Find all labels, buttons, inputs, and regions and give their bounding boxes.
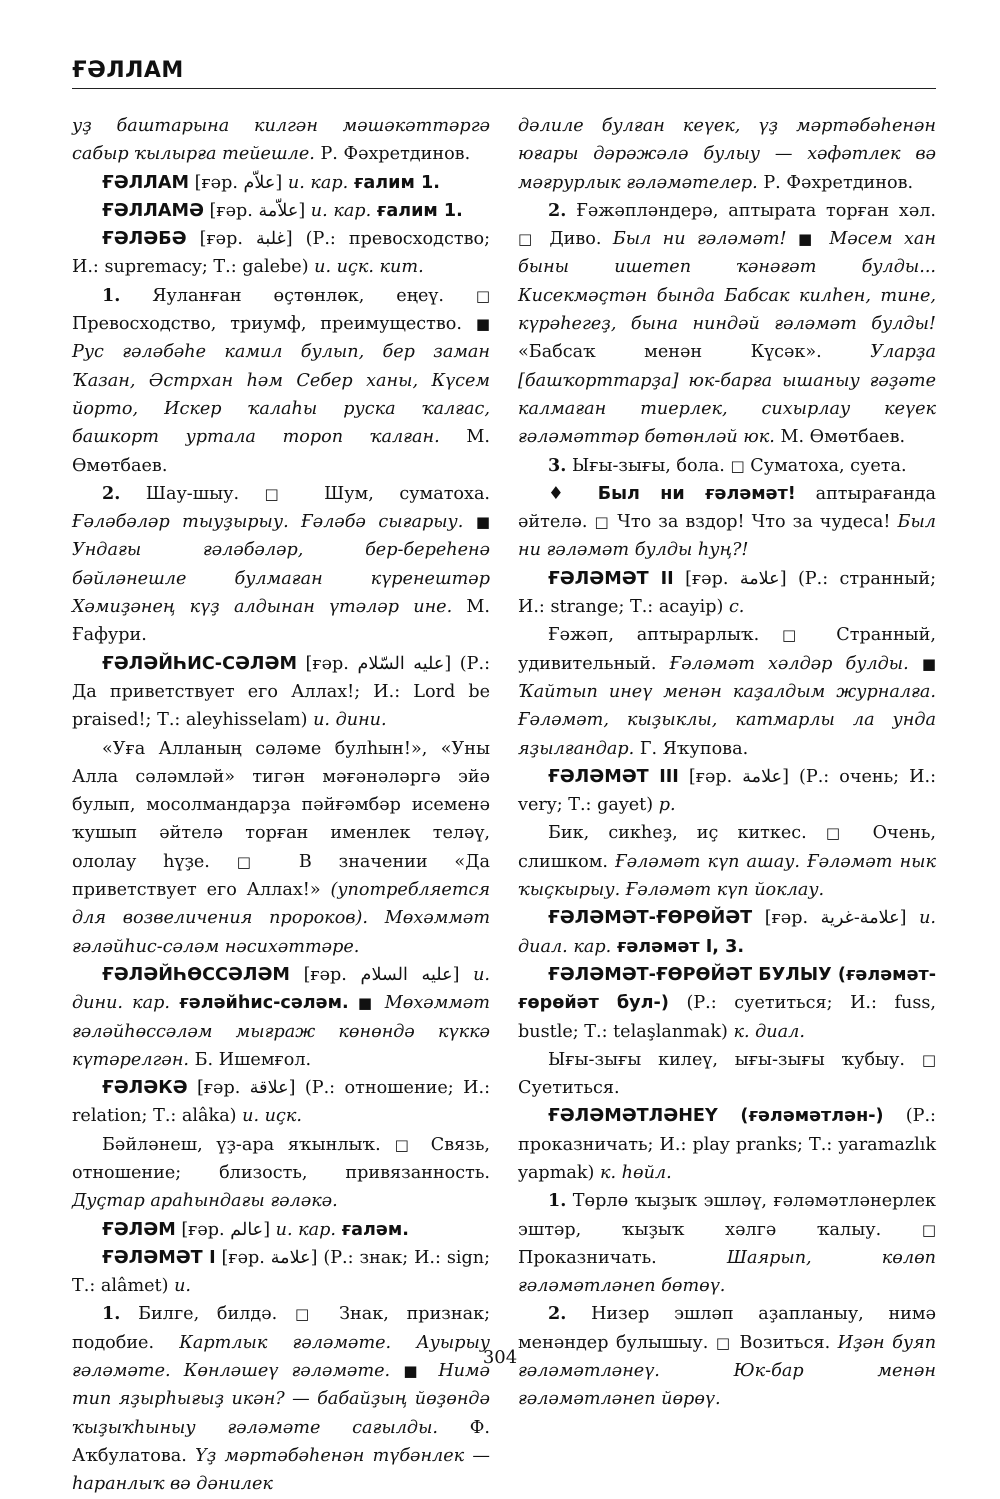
sense-number: 3. bbox=[548, 454, 567, 476]
example-text: Ғәләмәт күп ашау. Ғәләмәт нык ҡыҫкырыу. Ғәләмәт күп йоклау. bbox=[518, 851, 936, 901]
example-text: уҙ баштарына килгән мәшәкәттәргә сабыр ҡылырға тейешле. bbox=[72, 116, 490, 165]
russian-gloss: Очень, слишком. bbox=[518, 823, 936, 872]
sense bbox=[518, 1187, 936, 1300]
grammar-label: и. кар. bbox=[275, 1219, 337, 1240]
etymology: ] bbox=[452, 964, 460, 985]
black-square-icon: ■ bbox=[403, 1362, 426, 1381]
usage-note: (употребляется для возвеличения пророков). bbox=[72, 880, 491, 929]
headword: ҒӘЛӘКӘ bbox=[102, 1078, 188, 1099]
sense-number: 2. bbox=[548, 1303, 567, 1325]
etymology: ] bbox=[298, 200, 306, 221]
definition: Төрлө ҡыҙыҡ эшләү, ғәләмәтләнерлек эштәр, ҡыҙыҡ хәлгә ҡалыу. bbox=[518, 1191, 937, 1240]
headword: ҒӘЛӘБӘ bbox=[102, 229, 187, 250]
example-text: дәлиле булған кеүек, үҙ мәртәбәһенән юғары дәрәжәлә булыу — хәфәтлек вә мәғрурлык ғәләмәтелер. bbox=[518, 116, 936, 193]
grammar-label: и. дини. bbox=[313, 710, 387, 731]
definition: Бик, сикһеҙ, иҫ киткес. bbox=[548, 823, 807, 844]
headword: ҒӘЛӘМӘТ I bbox=[102, 1247, 216, 1268]
entry bbox=[518, 763, 936, 820]
sense bbox=[72, 282, 490, 480]
russian-gloss: Знак, признак; подобие. bbox=[72, 1304, 491, 1353]
arabic-script: علاّم bbox=[243, 172, 276, 193]
diamond-icon: ♦ bbox=[548, 483, 578, 504]
translations: ] (Р.: отношение; И.: relation; Т.: alâka) bbox=[72, 1078, 491, 1127]
sense bbox=[518, 197, 936, 452]
entry bbox=[72, 961, 490, 1074]
sense-number: 1. bbox=[548, 1190, 567, 1212]
russian-gloss: Проказничать. bbox=[518, 1247, 657, 1268]
cross-reference: ғәләйһис-сәләм. bbox=[179, 993, 349, 1014]
author: Р. Фәхретдинов. bbox=[320, 144, 471, 165]
square-icon: □ bbox=[825, 824, 854, 843]
example-text: Нимә тип яҙырһығыҙ икән? — бабайҙың йөҙөндә ҡыҙыҡһыныу ғәләмәте сағылды. bbox=[72, 1361, 491, 1438]
sense bbox=[518, 819, 936, 904]
author: «Бабсаҡ менән Күсәк». bbox=[518, 342, 822, 363]
sense bbox=[518, 621, 936, 762]
entry bbox=[518, 565, 936, 622]
etymology: [ғәр. bbox=[685, 568, 729, 589]
grammar-label: и. bbox=[174, 1276, 192, 1297]
etymology: [ғәр. bbox=[303, 964, 347, 985]
example-text: Был ни ғәләмәт! bbox=[612, 229, 787, 250]
entry bbox=[72, 1244, 490, 1301]
translations: ] (Р.: Да приветствует его Аллах!; И.: Lord be praised!; Т.: aleyhisselam) bbox=[72, 653, 490, 731]
headword: ҒӘЛӘМӘТ-ҒӨРӨЙӘТ БУЛЫУ (ғәләмәт-ғөрөйәт бул-) bbox=[518, 964, 936, 1014]
author: Ф. Аҡбулатова. bbox=[72, 1417, 490, 1466]
definition: Ғәжәпләндерә, аптырата торған хәл. bbox=[576, 200, 936, 221]
entry bbox=[518, 1102, 936, 1187]
example-text: Был ни ғәләмәт булды һуң?! bbox=[518, 512, 936, 561]
entry bbox=[72, 169, 490, 197]
grammar-label: к. һөйл. bbox=[599, 1162, 672, 1183]
definition: Низер эшләп аҙапланыу, нимә менәндер булышыу. bbox=[518, 1304, 936, 1353]
headword: ҒӘЛӘЙҺИС-СӘЛӘМ bbox=[102, 653, 297, 674]
etymology: [ғәр. bbox=[221, 1247, 265, 1268]
entry-continuation bbox=[72, 112, 490, 169]
arabic-script: علامة bbox=[739, 568, 780, 589]
left-column bbox=[72, 112, 490, 1499]
square-icon: □ bbox=[921, 1050, 937, 1069]
definition: Ғәжәп, аптырарлыҡ. bbox=[548, 625, 760, 646]
example-text: Ғәләмәт хәлдәр булды. bbox=[669, 653, 909, 674]
cross-reference: ғаләм. bbox=[341, 1219, 409, 1240]
square-icon: □ bbox=[730, 456, 745, 475]
sense bbox=[518, 452, 936, 480]
example-text: Шаярып, көлөп ғәләмәтләнеп бөтөү. bbox=[518, 1247, 936, 1297]
grammar-label: р. bbox=[658, 795, 676, 816]
headword: ҒӘЛЛАМӘ bbox=[102, 200, 204, 221]
example-text: Мөхәммәт ғәләйһис-сәләм нәсихәттәре. bbox=[72, 908, 491, 957]
arabic-script: علاّمة bbox=[258, 200, 299, 221]
headword: ҒӘЛӘМӘТ II bbox=[548, 568, 674, 589]
cross-reference: ғалим 1. bbox=[353, 172, 440, 193]
entry bbox=[518, 904, 936, 961]
phrase-headword: Был ни ғәләмәт! bbox=[597, 483, 796, 504]
etymology: [ғәр. bbox=[199, 229, 243, 250]
arabic-script: علامة-غرية bbox=[820, 908, 900, 929]
russian-gloss: Что за вздор! Что за чудеса! bbox=[617, 512, 891, 533]
russian-gloss: Странный, удивительный. bbox=[518, 625, 937, 674]
black-square-icon: ■ bbox=[921, 654, 936, 673]
definition: Ығы-зығы, бола. bbox=[571, 455, 725, 476]
page-number: 304 bbox=[482, 1347, 518, 1368]
square-icon: □ bbox=[264, 484, 299, 503]
square-icon: □ bbox=[921, 1220, 936, 1239]
etymology: [ғәр. bbox=[764, 908, 809, 929]
right-column bbox=[518, 112, 936, 1414]
arabic-script: عليه السلام bbox=[360, 964, 453, 985]
definition: Шау-шыу. bbox=[145, 483, 240, 504]
sense-number: 2. bbox=[548, 199, 567, 221]
sense-number: 1. bbox=[102, 284, 121, 306]
headword: ҒӘЛӘМ bbox=[102, 1219, 176, 1240]
grammar-label: и. дини. кар. bbox=[72, 964, 491, 1014]
russian-gloss: Диво. bbox=[549, 229, 602, 250]
sense bbox=[72, 1131, 490, 1216]
square-icon: □ bbox=[782, 626, 814, 645]
grammar-label: с. bbox=[728, 597, 745, 618]
arabic-script: علاقة bbox=[249, 1078, 289, 1099]
author: М. Өмөтбаев. bbox=[780, 427, 906, 448]
etymology: [ғәр. bbox=[688, 766, 733, 787]
arabic-script: عالم bbox=[230, 1219, 264, 1240]
author: М. Ғафури. bbox=[72, 597, 490, 646]
entry-continuation bbox=[518, 112, 936, 197]
author: М. Өмөтбаев. bbox=[72, 427, 490, 476]
russian-gloss: Возиться. bbox=[739, 1332, 831, 1353]
russian-gloss: В значении «Да приветствует его Аллах!» bbox=[72, 851, 490, 901]
translations: ] (Р.: очень; И.: very; Т.: gayet) bbox=[518, 766, 936, 816]
etymology: [ғәр. bbox=[196, 1078, 241, 1099]
definition: Бәйләнеш, үҙ-ара яҡынлыҡ. bbox=[102, 1134, 381, 1155]
sense bbox=[72, 735, 490, 961]
phrase bbox=[518, 480, 936, 565]
etymology: [ғәр. bbox=[194, 172, 238, 193]
etymology: ] bbox=[275, 172, 283, 193]
example-text: Картлык ғәләмәте. Ауырыу ғәләмәте. Көнләшеү ғәләмәте. bbox=[72, 1332, 490, 1382]
square-icon: □ bbox=[394, 1135, 417, 1154]
arabic-script: عليه السّلام bbox=[357, 653, 445, 674]
etymology: [ғәр. bbox=[181, 1219, 225, 1240]
russian-gloss: Связь, отношение; близость, привязанность. bbox=[72, 1134, 490, 1183]
running-head: ҒӘЛЛАМ bbox=[72, 58, 184, 83]
example-text: Мәсем хан быны ишетеп ҡәнәғәт булды... Кисекмәҫтән бында Бабсак килһен, тине, күрәһегеҙ, бына ниндәй ғәләмәт булды! bbox=[518, 229, 936, 335]
grammar-label: и. иҫк. кит. bbox=[314, 257, 424, 278]
example-text: Ғәләбәләр тыуҙырыу. Ғәләбә сығарыу. bbox=[72, 512, 464, 533]
entry bbox=[72, 197, 490, 225]
entry bbox=[72, 650, 490, 735]
entry bbox=[72, 225, 490, 282]
example-text: Үҙ мәртәбәһенән түбәнлек — һаранлыҡ вә дәнилек bbox=[72, 1445, 490, 1495]
entry bbox=[518, 961, 936, 1046]
header-rule bbox=[72, 88, 936, 89]
arabic-script: غلبة bbox=[255, 229, 286, 250]
black-square-icon: ■ bbox=[798, 230, 818, 249]
square-icon: □ bbox=[518, 230, 538, 249]
grammar-label: и. диал. кар. bbox=[518, 908, 937, 957]
entry bbox=[72, 1216, 490, 1244]
etymology: [ғәр. bbox=[209, 200, 253, 221]
cross-reference: ғалим 1. bbox=[376, 200, 463, 221]
entry bbox=[72, 1074, 490, 1131]
definition: Ығы-зығы килеү, ығы-зығы ҡубыу. bbox=[548, 1049, 906, 1070]
etymology: ] bbox=[899, 908, 907, 929]
headword: ҒӘЛЛАМ bbox=[102, 172, 189, 193]
square-icon: □ bbox=[594, 513, 611, 532]
square-icon: □ bbox=[295, 1305, 322, 1324]
russian-gloss: Шум, суматоха. bbox=[324, 483, 491, 504]
square-icon: □ bbox=[475, 286, 490, 305]
arabic-script: علامة bbox=[270, 1247, 311, 1268]
translations: (Р.: суетиться; И.: fuss, bustle; Т.: telaşlanmak) bbox=[518, 993, 937, 1042]
translations: ] (Р.: превосходство; И.: supremacy; Т.: galebe) bbox=[72, 229, 490, 278]
etymology: [ғәр. bbox=[305, 653, 349, 674]
definition: «Уға Алланың сәләме булһын!», «Уны Алла сәләмләй» тигән мәғәнәләргә эйә булып, мосолмандарҙа пәйғәмбәр исеменә ҡушып әйтелә торған именлек теләү, ололау һүҙе. bbox=[72, 738, 490, 872]
example-text: Ундағы ғәләбәләр, бер-береһенә бәйләнешле булмаған күренештәр Хәмиҙәнең күҙ алдынан үтәләр ине. bbox=[72, 540, 490, 618]
definition: Билге, билдә. bbox=[138, 1304, 278, 1325]
headword: ҒӘЛӘМӘТ III bbox=[548, 766, 679, 787]
example-text: Дуҫтар араһындағы ғәләкә. bbox=[72, 1191, 338, 1212]
author: Б. Ишемғол. bbox=[194, 1049, 312, 1070]
author: Г. Яҡупова. bbox=[639, 738, 749, 759]
definition: Яуланған өҫтөнлөк, еңеү. bbox=[152, 285, 444, 306]
sense bbox=[72, 1300, 490, 1498]
black-square-icon: ■ bbox=[357, 994, 376, 1013]
black-square-icon: ■ bbox=[475, 315, 491, 334]
sense-number: 1. bbox=[102, 1303, 121, 1325]
russian-gloss: Суетиться. bbox=[518, 1078, 620, 1099]
example-text: Ҡайтып инеү менән каҙалдым журналға. Ғәләмәт, кыҙыклы, катмарлы ла унда яҙылғандар. bbox=[518, 681, 936, 759]
translations: ] (Р.: знак; И.: sign; Т.: alâmet) bbox=[72, 1247, 491, 1297]
russian-gloss: Превосходство, триумф, преимущество. bbox=[72, 314, 462, 335]
translations: (Р.: проказничать; И.: play pranks; Т.: yaramazlık yapmak) bbox=[518, 1106, 936, 1183]
etymology: ] bbox=[263, 1219, 271, 1240]
arabic-script: علامة bbox=[742, 766, 783, 787]
headword: ҒӘЛӘМӘТ-ҒӨРӨЙӘТ bbox=[548, 908, 753, 929]
headword: ҒӘЛӘМӘТЛӘНЕҮ (ғәләмәтлән-) bbox=[548, 1106, 884, 1127]
definition: аптырағанда әйтелә. bbox=[518, 483, 937, 533]
black-square-icon: ■ bbox=[475, 513, 490, 532]
translations: ] (Р.: странный; И.: strange; Т.: acayip) bbox=[518, 568, 937, 618]
grammar-label: и. иҫк. bbox=[242, 1106, 302, 1127]
grammar-label: к. диал. bbox=[733, 1021, 805, 1042]
grammar-label: и. кар. bbox=[287, 172, 349, 193]
grammar-label: и. кар. bbox=[310, 200, 372, 221]
headword: ҒӘЛӘЙҺӨССӘЛӘМ bbox=[102, 964, 290, 985]
sense-number: 2. bbox=[102, 482, 121, 504]
author: Р. Фәхретдинов. bbox=[763, 172, 914, 193]
sense bbox=[72, 480, 490, 650]
square-icon: □ bbox=[715, 1333, 732, 1352]
example-text: Уларҙа [башҡорттарҙа] юк-барға ышаныу ғәҙәте калмаған тиерлек, сихырлау кеүек ғәләмәттәр бөтөнләй юк. bbox=[518, 342, 936, 448]
example-text: Иҙән буяп ғәләмәтләнеү. Юк-бар менән ғәләмәтләнеп йөрөү. bbox=[518, 1332, 937, 1410]
square-icon: □ bbox=[236, 852, 273, 871]
example-text: Мөхәммәт ғәләйһөссәләм мығраж көнөндә күккә күтәрелгән. bbox=[72, 993, 490, 1070]
example-text: Рус ғәләбәһе камил булып, бер заман Ҡазан, Әстрхан һәм Себер ханы, Күсем йорто, Искер ҡалаһы руска ҡалғас, башкорт уртала тороп ҡалған. bbox=[72, 342, 490, 448]
sense bbox=[518, 1046, 936, 1103]
cross-reference: ғәләмәт I, 3. bbox=[616, 936, 745, 957]
russian-gloss: Суматоха, суета. bbox=[750, 455, 907, 476]
